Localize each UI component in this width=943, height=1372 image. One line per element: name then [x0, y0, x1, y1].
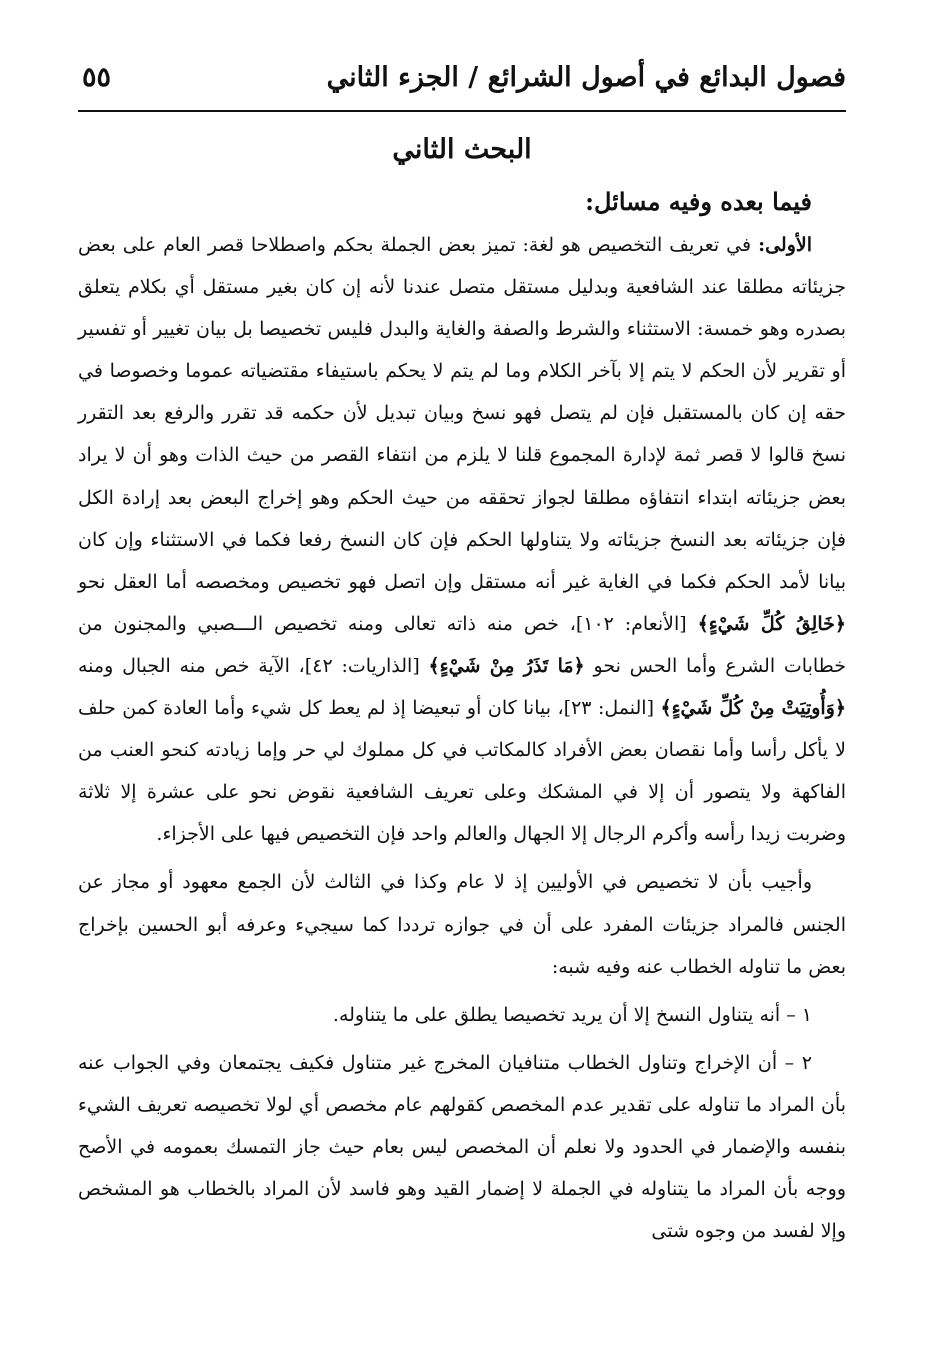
book-title: فصول البدائع في أصول الشرائع / الجزء الثاني	[326, 62, 846, 93]
quran-verse: ﴿مَا تَذَرُ مِنْ شَيْءٍ﴾	[428, 654, 585, 677]
subheading: فيما بعده وفيه مسائل:	[585, 187, 812, 216]
quran-verse: ﴿خَالِقُ كُلِّ شَيْءٍ﴾	[697, 612, 846, 635]
section-title: البحث الثاني	[392, 134, 532, 165]
paragraph-reply: وأجيب بأن لا تخصيص في الأوليين إذ لا عام وكذا في الثالث لأن الجمع معهود أو مجاز عن الجنس فالمراد جزيئات المفرد على أن في جوازه ترددا كما سيجيء وعرفه أبو الحسين بإخراج بعض ما تناوله الخطاب عنه وفيه شبه:	[78, 871, 846, 978]
paragraph-text: [النمل: ٢٣]، بيانا كان أو تبعيضا إذ لم يعط كل شيء وأما العادة كمن حلف لا يأكل رأسا وأما نقصان بعض الأفراد كالمكاتب في كل مملوك لي حر وإما زيادته كنحو العنب من الفاكهة ولا يتصور أن إلا في المشكك وعلى تعريف الشافعية نقوض نحو على عشرة إلا ثلاثة وضربت زيدا رأسه وأكرم الرجال إلا الجهال والعالم واحد فإن التخصيص فيها على الأجزاء.	[78, 697, 846, 846]
paragraph-first-issue	[78, 224, 846, 855]
paragraph-text: في تعريف التخصيص هو لغة: تميز بعض الجملة بحكم واصطلاحا قصر العام على بعض جزيئاته مطلقا عند الشافعية وبدليل مستقل متصل عندنا لأنه إن كان بغير مستقل أي بكلام يتعلق بصدره وهو خمسة: الاستثناء والشرط والصفة والغاية والبدل فليس تخصيصا بل بيان تغيير أو تفسير أو تقرير لأن الحكم لا يتم إلا بآخر الكلام وما لم يتم لا يحكم باستيفاء مقتضياته عموما وخصوصا في حقه إن كان بالمستقبل فإن لم يتصل فهو نسخ وبيان تبديل لأن حكمه قد تقرر والرفع بعد التقرر نسخ قالوا لا قصر ثمة لإدارة المجموع قلنا لا يلزم من انتفاء القصر من حيث الذات وهو أن لا يراد بعض جزيئاته ابتداء انتفاؤه مطلقا لجواز تحققه من حيث الحكم وهو إخراج البعض بعد إرادة الكل فإن جزيئاته بعد النسخ جزيئاته ولا يتناولها الحكم فإن كان النسخ رفعا فكما في الاستثناء وإن كان بيانا لأمد الحكم فكما في الغاية غير أنه مستقل وإن اتصل فهو تخصيص ومخصصه أما العقل نحو	[78, 234, 846, 593]
paragraph-objection-1: ١ – أنه يتناول النسخ إلا أن يريد تخصيصا يطلق على ما يتناوله.	[332, 1003, 812, 1026]
paragraph-lead: الأولى:	[758, 234, 812, 256]
running-header	[78, 48, 846, 112]
paragraph-objection-2: ٢ – أن الإخراج وتناول الخطاب متنافيان المخرج غير متناول فكيف يجتمعان وفي الجواب عنه بأن المراد ما تناوله على تقدير عدم المخصص كقولهم عام مخصص أي لولا تخصيصه تعريف الشيء بنفسه والإضمار في الحدود ولا نعلم أن المخصص ليس بعام حيث جاز التمسك بعمومه في الأصح ووجه بأن المراد ما يتناوله في الجملة لا إضمار القيد وهو فاسد لأن المراد بالخطاب هو المشخص وإلا لفسد من وجوه شتى	[78, 1051, 846, 1243]
paragraph-text: [الذاريات: ٤٢]، الآية خص منه الجبال ومنه	[78, 654, 429, 677]
book-page	[78, 48, 846, 1348]
quran-verse: ﴿وَأُوتِيَتْ مِنْ كُلِّ شَيْءٍ﴾	[660, 697, 847, 720]
page-number: ٥٥	[82, 62, 112, 93]
paragraph-text: [الأنعام: ١٠٢]، خص منه ذاته تعالى ومنه تخصيص الـــصبي والمجنون من خطابات الشرع وأما الحس نحو	[78, 612, 847, 677]
